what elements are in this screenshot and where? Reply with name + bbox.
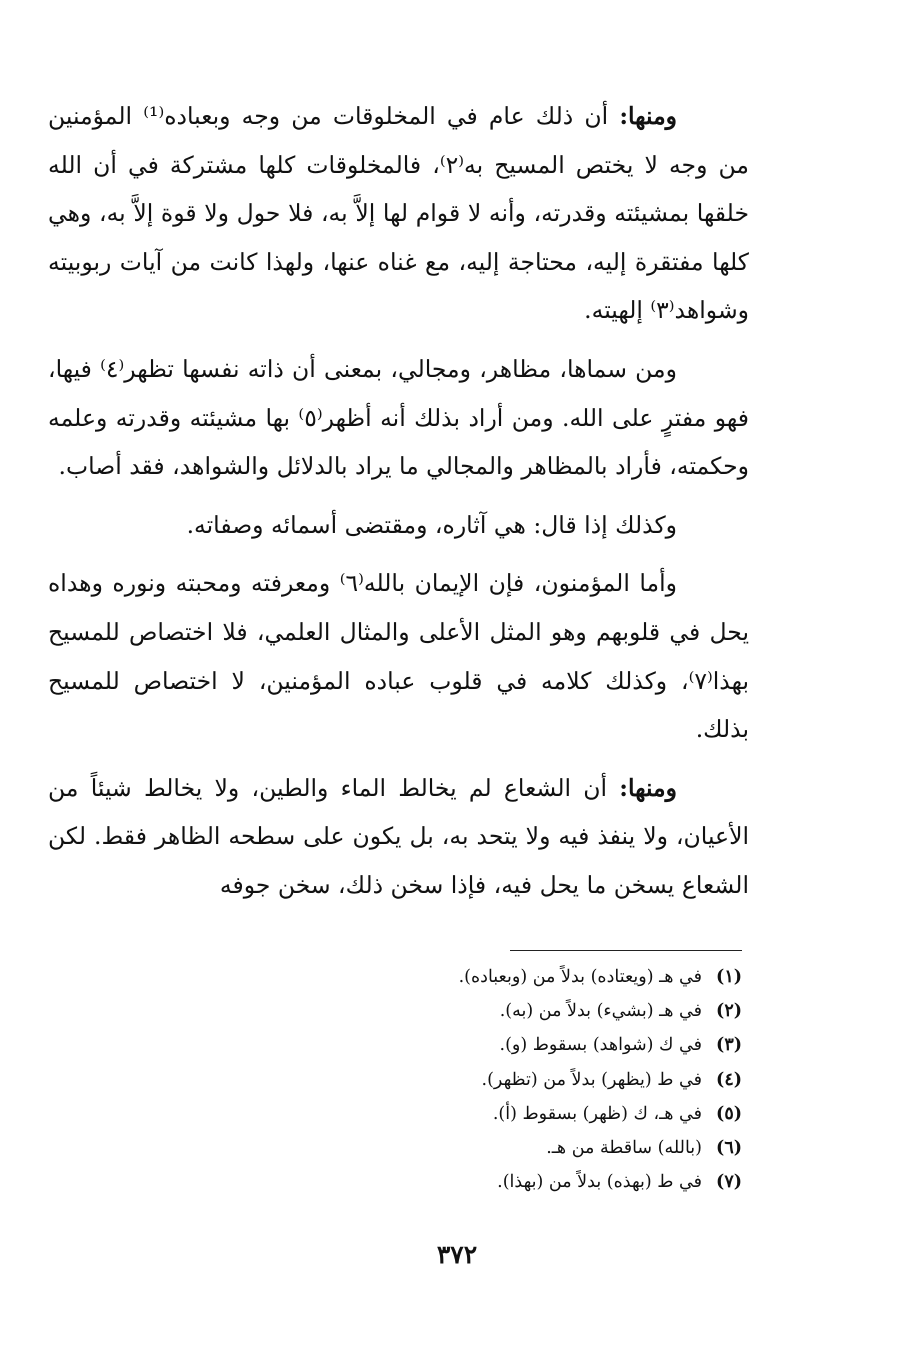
footnote bbox=[200, 1131, 742, 1165]
paragraph bbox=[48, 559, 749, 753]
paragraph bbox=[48, 92, 749, 335]
footnote-divider bbox=[510, 950, 742, 951]
paragraph-text: وأما المؤمنون، فإن الإيمان بالله⁽٦⁾ ومعرفته ومحبته ونوره وهداه يحل في قلوبهم وهو المثل الأعلى والمثال العلمي، فلا اختصاص للمسيح بهذا⁽٧⁾، وكذلك كلامه في قلوب عباده المؤمنين، لا اختصاص للمسيح بذلك. bbox=[48, 569, 749, 744]
footnote bbox=[200, 1028, 742, 1062]
paragraph bbox=[48, 345, 749, 491]
footnote-mark: (٤) bbox=[716, 1069, 742, 1090]
footnote-mark: (٥) bbox=[716, 1103, 742, 1124]
footnote-mark: (٧) bbox=[716, 1172, 742, 1193]
paragraph-lead: ومنها: bbox=[619, 102, 678, 130]
footnote-mark: (٢) bbox=[716, 1001, 742, 1022]
paragraph bbox=[48, 764, 749, 910]
footnote-text: في ط (بهذه) بدلاً من (بهذا). bbox=[497, 1172, 702, 1193]
paragraph-lead: ومنها: bbox=[619, 773, 677, 802]
main-text bbox=[48, 92, 749, 910]
footnote-text: في هـ (بشيء) بدلاً من (به). bbox=[499, 1001, 702, 1022]
footnote-text: (بالله) ساقطة من هـ. bbox=[546, 1138, 702, 1159]
paragraph-text: ومن سماها، مظاهر، ومجالي، بمعنى أن ذاته نفسها تظهر⁽٤⁾ فيها، فهو مفترٍ على الله. ومن أراد بذلك أنه أظهر⁽٥⁾ بها مشيئته وقدرته وعلمه وحكمته، فأراد بالمظاهر والمجالي ما يراد بالدلائل والشواهد، فقد أصاب. bbox=[48, 354, 749, 481]
footnote-text: في ك (شواهد) بسقوط (و). bbox=[499, 1035, 702, 1056]
footnote bbox=[200, 1063, 742, 1097]
footnote-mark: (٣) bbox=[716, 1035, 742, 1056]
footnote bbox=[200, 994, 742, 1028]
paragraph bbox=[48, 501, 749, 550]
page-number: ٣٧٢ bbox=[436, 1240, 478, 1269]
paragraph-text: أن ذلك عام في المخلوقات من وجه وبعباده⁽¹⁾ المؤمنين من وجه لا يختص المسيح به⁽٢⁾، فالمخلوقات كلها مشتركة في أن الله خلقها بمشيئته وقدرته، وأنه لا قوام لها إلاَّ به، فلا حول ولا قوة إلاَّ به، وهي كلها مفتقرة إليه، محتاجة إليه، مع غناه عنها، ولهذا كانت من آيات ربوبيته وشواهد⁽٣⁾ إلهيته. bbox=[48, 102, 749, 325]
footnote-mark: (٦) bbox=[716, 1138, 742, 1159]
footnotes bbox=[200, 960, 742, 1199]
footnote bbox=[200, 960, 742, 994]
paragraph-text: وكذلك إذا قال: هي آثاره، ومقتضى أسمائه وصفاته. bbox=[186, 510, 677, 539]
footnote bbox=[200, 1165, 742, 1199]
footnote-mark: (١) bbox=[716, 967, 742, 987]
footnote-text: في هـ (ويعتاده) بدلاً من (وبعباده). bbox=[458, 967, 702, 987]
footnote bbox=[200, 1097, 742, 1131]
paragraph-text: أن الشعاع لم يخالط الماء والطين، ولا يخالط شيئاً من الأعيان، ولا ينفذ فيه ولا يتحد به، بل يكون على سطحه الظاهر فقط. لكن الشعاع يسخن ما يحل فيه، فإذا سخن ذلك، سخن جوفه bbox=[48, 773, 749, 899]
footnote-text: في هـ، ك (ظهر) بسقوط (أ). bbox=[492, 1103, 702, 1124]
footnote-text: في ط (يظهر) بدلاً من (تظهر). bbox=[481, 1069, 702, 1090]
